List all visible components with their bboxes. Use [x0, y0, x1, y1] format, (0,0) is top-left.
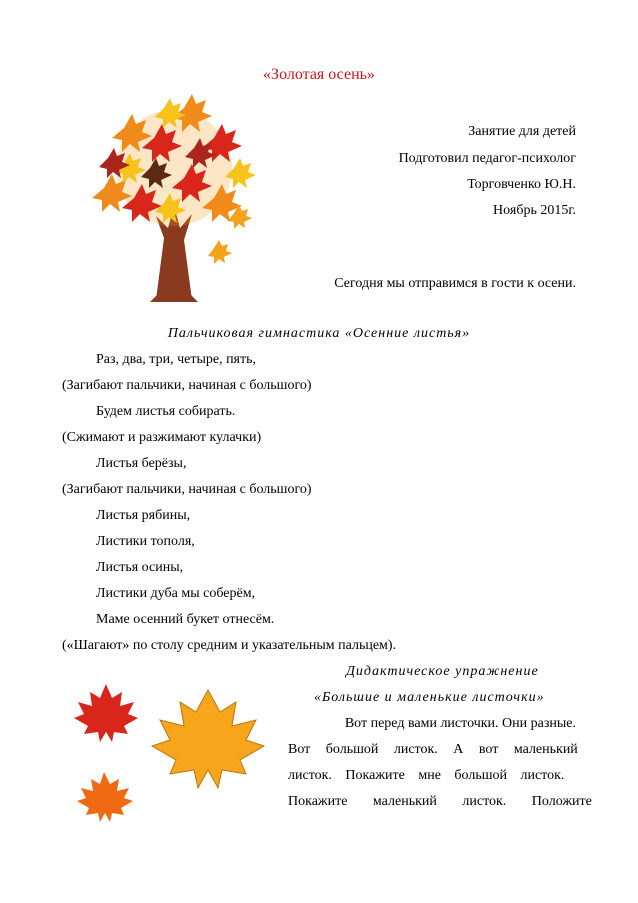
- gymnastics-title: Пальчиковая гимнастика «Осенние листья»: [167, 326, 471, 341]
- header-line: Ноябрь 2015г.: [493, 203, 576, 218]
- poem-instruction: (Загибают пальчики, начиная с большого): [62, 482, 312, 497]
- poem-instruction: (Сжимают и разжимают кулачки): [62, 430, 262, 445]
- exercise-text: Покажите маленький листок. Положите: [288, 794, 592, 809]
- poem-line: Листья рябины,: [96, 508, 191, 523]
- exercise-text: Вот большой листок. А вот маленький: [288, 742, 578, 757]
- poem-line: Листики дуба мы соберём,: [96, 586, 256, 601]
- exercise-line: [288, 742, 576, 758]
- poem-instruction: (Загибают пальчики, начиная с большого): [62, 378, 312, 393]
- header-line: Торговченко Ю.Н.: [467, 177, 576, 192]
- autumn-tree-illustration: [64, 88, 284, 303]
- intro-text: Сегодня мы отправимся в гости к осени.: [334, 276, 576, 291]
- maple-leaves-illustration: [70, 680, 285, 840]
- exercise-line: [288, 768, 576, 784]
- header-line: Занятие для детей: [468, 124, 576, 139]
- poem-line: Маме осенний букет отнесём.: [96, 612, 275, 627]
- exercise-line: [288, 794, 592, 810]
- poem-line: Листья осины,: [96, 560, 184, 575]
- poem-line: Листики тополя,: [96, 534, 195, 549]
- poem-line: Будем листья собирать.: [96, 404, 236, 419]
- page-title: «Золотая осень»: [263, 66, 375, 83]
- header-line: Подготовил педагог-психолог: [398, 151, 576, 166]
- exercise-subtitle: «Большие и маленькие листочки»: [314, 690, 545, 705]
- poem-line: Листья берёзы,: [96, 456, 187, 471]
- poem-instruction: («Шагают» по столу средним и указательным пальцем).: [62, 638, 397, 653]
- exercise-text: листок. Покажите мне большой листок.: [288, 768, 565, 783]
- poem-line: Раз, два, три, четыре, пять,: [96, 352, 257, 367]
- exercise-title: Дидактическое упражнение: [346, 664, 539, 679]
- exercise-line: Вот перед вами листочки. Они разные.: [344, 716, 576, 731]
